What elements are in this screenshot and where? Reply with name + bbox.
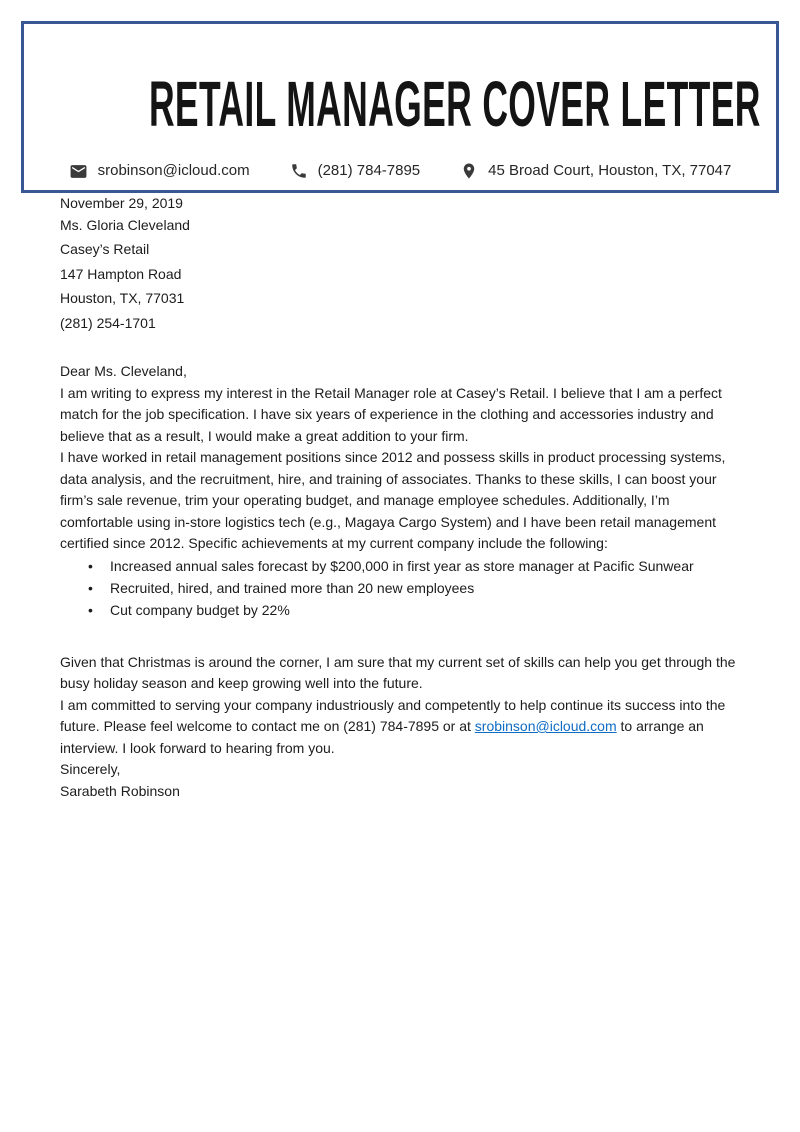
recipient-name: Ms. Gloria Cleveland xyxy=(60,216,190,233)
salutation: Dear Ms. Cleveland, xyxy=(60,363,187,379)
paragraph-closing xyxy=(60,695,740,760)
recipient-company: Casey’s Retail xyxy=(60,241,150,257)
email-link[interactable]: srobinson@icloud.com xyxy=(474,718,617,734)
list-item-budget: • Cut company budget by 22% xyxy=(88,599,740,621)
contact-address xyxy=(460,161,731,181)
email-icon xyxy=(69,162,88,181)
signature-name: Sarabeth Robinson xyxy=(60,782,180,799)
contact-email xyxy=(69,161,250,181)
location-pin-icon xyxy=(460,161,478,181)
letter-header xyxy=(21,21,779,193)
list-item-recruiting: • Recruited, hired, and trained more than 20 new employees xyxy=(88,577,740,599)
page-title-text: RETAIL MANAGER COVER LETTER xyxy=(148,68,761,140)
paragraph-intro: I am writing to express my interest in the Retail Manager role at Casey’s Retail. I believe that I am a perfect match for the job specification. I have six years of experience in the clothing and accessories industry and believe that as a result, I would make a great addition to your firm. xyxy=(60,384,722,444)
recipient-block xyxy=(60,215,740,335)
achievements-list xyxy=(60,555,740,621)
phone-icon xyxy=(290,162,308,180)
paragraph-holiday: Given that Christmas is around the corner, I am sure that my current set of skills can help you get through the busy holiday season and keep growing well into the future. xyxy=(60,653,736,691)
recipient-phone: (281) 254-1701 xyxy=(60,314,156,331)
closing-text-before-link: I am committed to serving your company industriously and competently to help continue its success into the future. Please feel welcome to contact me on (281) 784-7895 or at xyxy=(60,696,726,734)
list-item-sales: • Increased annual sales forecast by $200,000 in first year as store manager at Pacific Sunwear xyxy=(88,555,740,577)
contact-email-text: srobinson@icloud.com xyxy=(97,162,250,179)
valediction: Sincerely, xyxy=(60,761,121,777)
contact-phone xyxy=(290,161,421,181)
closing-text-after-link: to arrange an interview. I look forward to hearing from you. xyxy=(60,718,704,756)
letter-body xyxy=(60,193,740,802)
contact-row xyxy=(24,161,776,181)
letter-date: November 29, 2019 xyxy=(60,195,183,211)
page-title xyxy=(24,24,776,140)
contact-phone-text: (281) 784-7895 xyxy=(317,162,421,179)
recipient-street: 147 Hampton Road xyxy=(60,265,182,282)
recipient-city: Houston, TX, 77031 xyxy=(60,290,185,306)
contact-address-text: 45 Broad Court, Houston, TX, 77047 xyxy=(488,162,732,179)
paragraph-experience: I have worked in retail management positions since 2012 and possess skills in product processing systems, data analysis, and the recruitment, hire, and training of associates. Thanks to these skills, I can boost your firm’s sale revenue, trim your operating budget, and manage employee schedules. Additionally, I’m comfortable using in-store logistics tech (e.g., Magaya Cargo System) and I have been retail management certified since 2012. Specific achievements at my current company include the following: xyxy=(60,449,726,551)
